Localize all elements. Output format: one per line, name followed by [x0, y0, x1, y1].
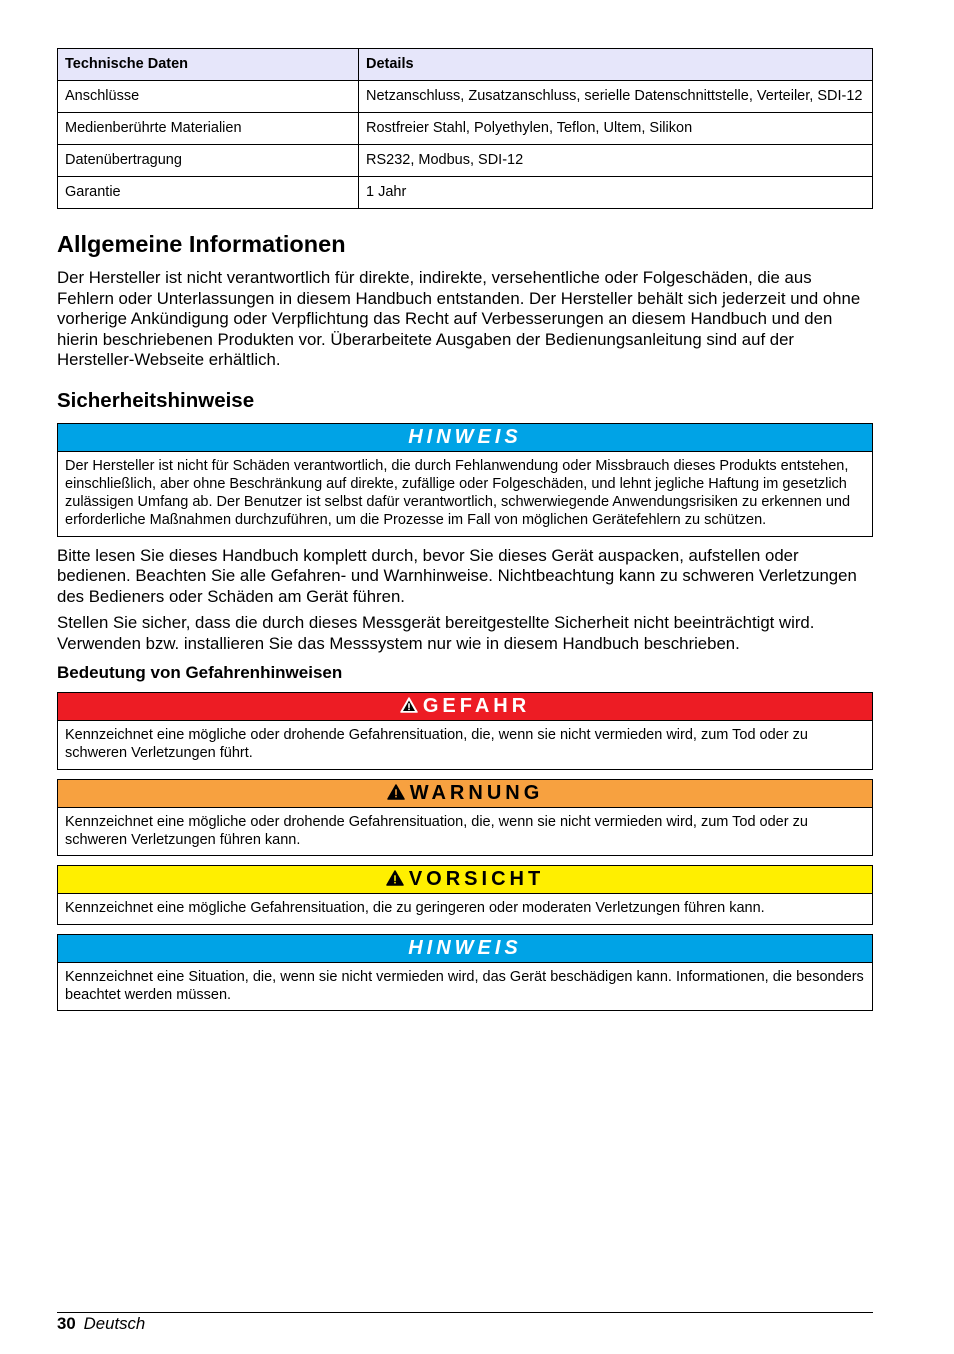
danger-label: GEFAHR — [422, 695, 531, 718]
footer-language: Deutsch — [83, 1314, 146, 1333]
safety-paragraph-2: Stellen Sie sicher, dass die durch dieses Messgerät bereitgestellte Sicherheit nicht beeinträchtigt wird. Verwenden bzw. installieren Sie das Messsystem nur wie in diesem Handbuch beschrieben. — [57, 613, 815, 653]
warning-label: WARNUNG — [409, 781, 544, 804]
spec-table — [57, 48, 873, 209]
table-cell: Medienberührte Materialien — [58, 113, 359, 145]
table-cell: 1 Jahr — [359, 177, 873, 209]
caution-header — [58, 866, 872, 894]
notice-text: Kennzeichnet eine Situation, die, wenn sie nicht vermieden wird, das Gerät beschädigen kann. Informationen, die besonders beachtet werden müssen. — [65, 968, 864, 1003]
caution-label: VORSICHT — [408, 868, 545, 891]
table-cell: Datenübertragung — [58, 145, 359, 177]
warning-triangle-icon — [386, 870, 404, 886]
warning-box — [57, 779, 873, 857]
table-row — [58, 81, 873, 113]
table-header-cell: Technische Daten — [58, 49, 359, 81]
hazard-meaning-heading: Bedeutung von Gefahrenhinweisen — [57, 663, 343, 683]
safety-paragraph-1: Bitte lesen Sie dieses Handbuch komplett durch, bevor Sie dieses Gerät auspacken, aufstellen oder bedienen. Beachten Sie alle Gefahren- und Warnhinweise. Nichtbeachtung kann zu schweren Verletzungen des Bedieners oder Schäden am Gerät führen. — [57, 545, 857, 606]
notice-box — [57, 934, 873, 1012]
table-header-cell: Details — [359, 49, 873, 81]
warning-triangle-icon — [387, 784, 405, 800]
danger-text: Kennzeichnet eine mögliche oder drohende Gefahrensituation, die, wenn sie nicht vermieden wird, zum Tod oder zu schweren Verletzungen führt. — [65, 727, 808, 762]
table-cell: Garantie — [58, 177, 359, 209]
table-row — [58, 113, 873, 145]
caution-box — [57, 865, 873, 924]
table-cell: RS232, Modbus, SDI-12 — [359, 145, 873, 177]
page-footer — [57, 1312, 873, 1334]
notice-box — [57, 423, 873, 537]
table-row — [58, 145, 873, 177]
danger-box — [57, 692, 873, 770]
table-cell: Rostfreier Stahl, Polyethylen, Teflon, Ultem, Silikon — [359, 113, 873, 145]
warning-text: Kennzeichnet eine mögliche oder drohende Gefahrensituation, die, wenn sie nicht vermieden wird, zum Tod oder zu schweren Verletzungen führen kann. — [65, 813, 808, 849]
notice-header: HINWEIS — [58, 935, 872, 963]
danger-header — [58, 693, 872, 721]
warning-triangle-icon — [400, 697, 418, 713]
caution-text: Kennzeichnet eine mögliche Gefahrensituation, die zu geringeren oder moderaten Verletzungen führen kann. — [65, 900, 765, 917]
notice-text: Der Hersteller ist nicht für Schäden verantwortlich, die durch Fehlanwendung oder Missbrauch dieses Produkts entstehen, einschließlich, aber ohne Beschränkung auf direkte, zufällige oder Folgeschäden, und lehnt jegliche Haftung im gesetzlich zulässigen Umfang ab. Der Benutzer ist selbst dafür verantwortlich, schwerwiegende Anwendungsrisiken zu erkennen und erforderliche Maßnahmen durchzuführen, um die Prozesse im Fall von möglichen Gerätefehlern zu schützen. — [65, 457, 851, 529]
general-info-heading: Allgemeine Informationen — [57, 231, 346, 257]
safety-heading: Sicherheitshinweise — [57, 388, 255, 412]
general-info-paragraph: Der Hersteller ist nicht verantwortlich für direkte, indirekte, versehentliche oder Folgeschäden, die aus Fehlern oder Unterlassungen in diesem Handbuch entstanden. Der Hersteller behält sich jederzeit und ohne vorherige Ankündigung oder Verpflichtung das Recht auf Verbesserungen an diesem Handbuch und den hierin beschriebenen Produkten vor. Überarbeitete Ausgaben der Bedienungsanleitung sind auf der Hersteller-Webseite erhältlich. — [57, 268, 861, 369]
table-row — [58, 177, 873, 209]
table-cell: Netzanschluss, Zusatzanschluss, serielle Datenschnittstelle, Verteiler, SDI-12 — [359, 81, 873, 113]
notice-header: HINWEIS — [58, 424, 872, 452]
page-content — [57, 48, 873, 1020]
table-header-row — [58, 49, 873, 81]
warning-header — [58, 780, 872, 808]
page-number: 30 — [57, 1314, 76, 1333]
table-cell: Anschlüsse — [58, 81, 359, 113]
